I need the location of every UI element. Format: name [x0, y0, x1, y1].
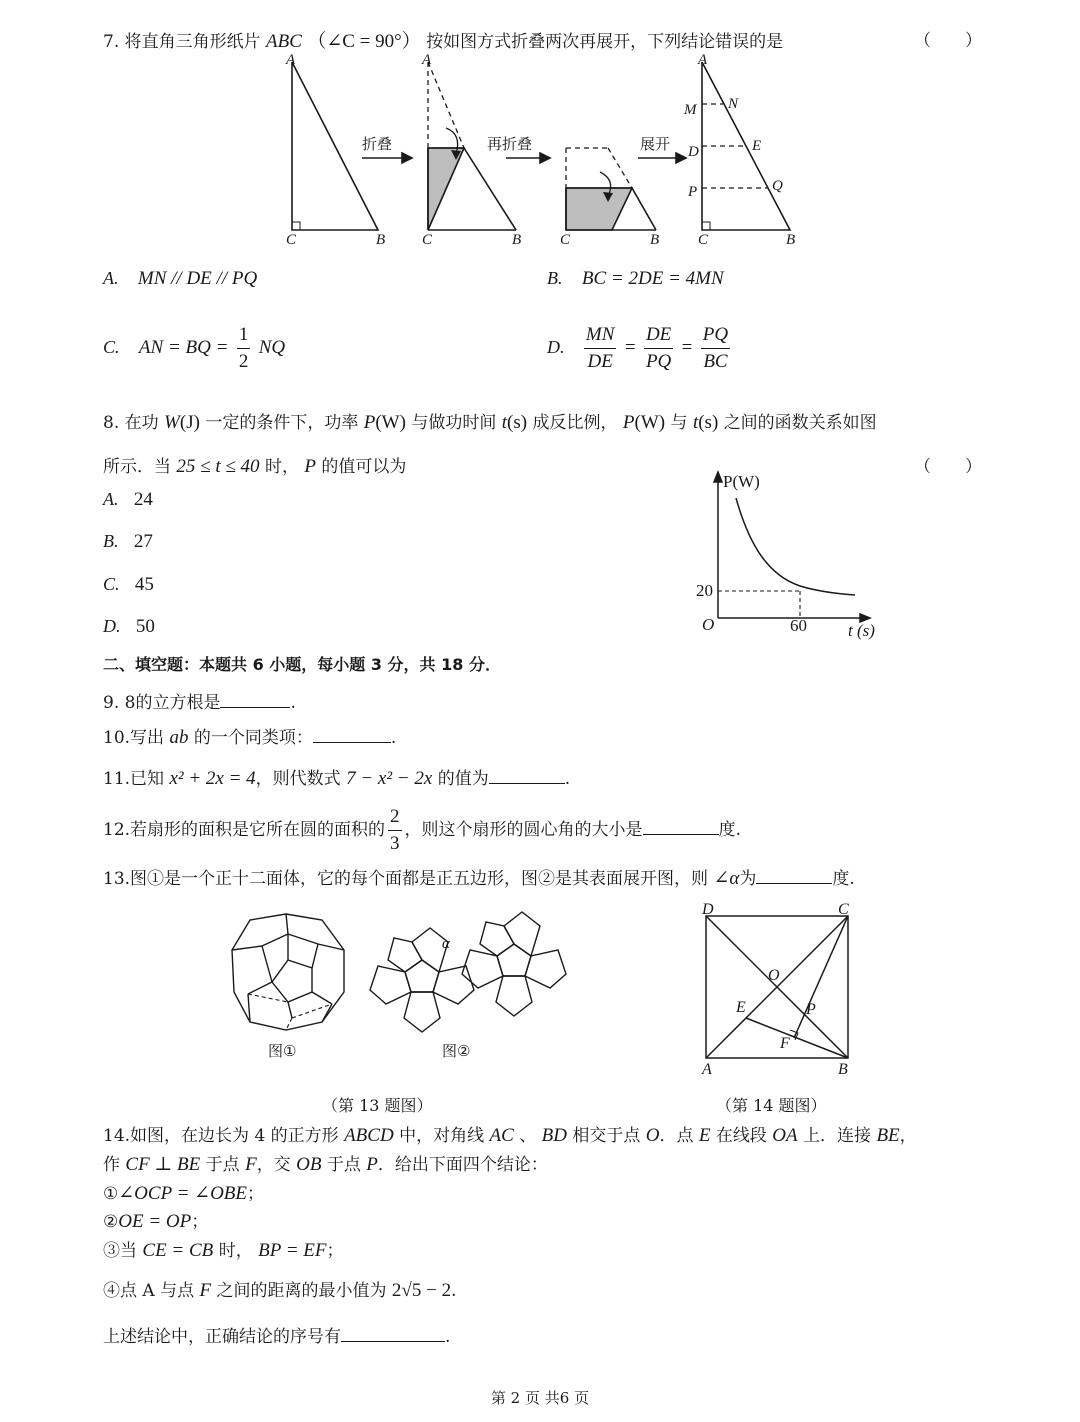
- q12-end: 度.: [718, 820, 741, 840]
- point-o: O: [768, 967, 780, 984]
- svg-text:C: C: [422, 232, 433, 248]
- q13-number: 13.: [103, 869, 131, 889]
- q7-folding-figure: [270, 50, 810, 250]
- q10-text-a: 写出: [130, 728, 165, 748]
- option-letter: D.: [547, 337, 565, 357]
- equals-sign: =: [681, 337, 693, 358]
- q14-oa: OA: [772, 1125, 798, 1146]
- q14-sep: 、: [519, 1126, 537, 1146]
- q14-figure-caption: （第 14 题图）: [716, 1096, 827, 1115]
- q14-c2-num: ②: [103, 1212, 119, 1232]
- q14-c3-a: ③当: [103, 1241, 137, 1261]
- q14-c3-b: 时，: [218, 1241, 253, 1261]
- q14-c2-expr: OE = OP: [118, 1211, 192, 1232]
- q11-number: 11.: [103, 769, 131, 789]
- q7-option-b: [547, 268, 724, 290]
- q7-text-a: 将直角三角形纸片: [124, 32, 261, 52]
- q7-option-a: [103, 268, 257, 290]
- q14-l1c: 相交于点: [572, 1126, 641, 1146]
- q9-answer-blank[interactable]: [220, 691, 290, 708]
- svg-text:A: A: [422, 52, 432, 68]
- q13-angle: ∠α: [713, 868, 740, 889]
- q14-c2-end: ；: [191, 1212, 209, 1232]
- q14-final-end: .: [445, 1327, 451, 1347]
- q14-conclusion-2: [103, 1207, 208, 1233]
- svg-text:A: A: [698, 52, 708, 68]
- q14-final-text: 上述结论中，正确结论的序号有: [103, 1327, 341, 1347]
- option-value: 50: [135, 616, 155, 637]
- option-letter: D.: [103, 616, 121, 636]
- q14-cf: CF ⊥ BE: [125, 1154, 201, 1175]
- option-expr: MN // DE // PQ: [137, 268, 258, 289]
- q7-answer-paren: （ ）: [914, 31, 982, 51]
- option-expr-right: NQ: [258, 337, 286, 358]
- fig2-caption: 图②: [442, 1042, 471, 1060]
- equals-sign: =: [624, 337, 636, 358]
- option-expr-left: AN = BQ =: [138, 337, 229, 358]
- q7-option-c: [103, 322, 285, 375]
- q8-line2c: 的值可以为: [321, 457, 407, 477]
- q10-answer-blank[interactable]: [313, 726, 391, 743]
- option-letter: B.: [547, 268, 563, 288]
- fraction-3: [701, 322, 730, 375]
- q7-stem: [103, 26, 783, 53]
- q11-expression: 7 − x² − 2x: [346, 768, 433, 789]
- q14-conclusion-1: [103, 1179, 264, 1205]
- fraction-1: [584, 322, 617, 375]
- q8-number: 8.: [103, 413, 120, 433]
- option-letter: C.: [103, 574, 120, 594]
- point-c: C: [838, 901, 849, 918]
- q14-l1b: 中，对角线: [399, 1126, 485, 1146]
- q8-option-d: [103, 616, 155, 638]
- q9-end: .: [290, 693, 296, 713]
- q14-l1d: ．点: [659, 1126, 694, 1146]
- q11-answer-blank[interactable]: [489, 767, 565, 784]
- q13-text-b: 为: [739, 869, 757, 889]
- q8-option-c: [103, 574, 154, 596]
- refold-label: 再折叠: [487, 135, 533, 153]
- svg-text:B: B: [512, 232, 522, 248]
- q12-number: 12.: [103, 820, 131, 840]
- q14-e: E: [698, 1125, 711, 1146]
- q8-t6: 之间的函数关系如图: [723, 413, 877, 433]
- page-footer: 第 2 页 共6 页: [490, 1389, 590, 1407]
- svg-text:E: E: [752, 138, 762, 154]
- q8-stem-line1: [103, 408, 877, 434]
- q14-ob: OB: [296, 1154, 322, 1175]
- q14-f: F: [245, 1154, 257, 1175]
- q14-l2e: ．给出下面四个结论：: [377, 1155, 548, 1175]
- q14-c3-cond: CE = CB: [142, 1240, 214, 1261]
- frac-den: PQ: [645, 351, 672, 372]
- graph-x-tick: 60: [790, 616, 807, 635]
- q7-text-b: 按如图方式折叠两次再展开，下列结论错误的是: [426, 32, 784, 52]
- svg-text:D: D: [688, 144, 699, 160]
- q14-l1f: 上．连接: [803, 1126, 872, 1146]
- q14-c4-f: F: [199, 1280, 212, 1301]
- svg-text:N: N: [728, 96, 739, 112]
- q14-answer-blank[interactable]: [341, 1325, 445, 1342]
- option-letter: A.: [103, 489, 119, 509]
- q14-c4-b: 之间的距离的最小值为: [216, 1281, 387, 1301]
- frac-den: 3: [390, 833, 400, 854]
- frac-den: BC: [703, 351, 728, 372]
- q10-ab: ab: [169, 727, 189, 748]
- q14-c1-expr: ∠OCP = ∠OBE: [118, 1183, 248, 1204]
- frac-num: MN: [584, 322, 617, 349]
- q14-l2a: 作: [103, 1155, 120, 1175]
- q12: [103, 804, 741, 857]
- q13-text-a: 图①是一个正十二面体，它的每个面都是正五边形，图②是其表面展开图，则: [130, 869, 709, 889]
- frac-den: 2: [238, 351, 249, 372]
- frac-num: 1: [237, 322, 251, 349]
- q8-s: (s): [698, 412, 719, 433]
- option-letter: C.: [103, 337, 120, 357]
- q14-l2d: 于点: [326, 1155, 361, 1175]
- q10: [103, 723, 396, 749]
- section-2-heading: 二、填空题：本题共 6 小题，每小题 3 分，共 18 分．: [103, 655, 501, 674]
- option-expr: BC = 2DE = 4MN: [581, 268, 724, 289]
- q10-end: .: [390, 728, 397, 748]
- alpha-label: α: [442, 936, 450, 952]
- q7-option-d: [547, 322, 733, 375]
- q8-stem-line2: [103, 452, 406, 478]
- fold-label: 折叠: [362, 135, 393, 153]
- point-a: A: [702, 1061, 712, 1078]
- q14-conclusion-4: [103, 1276, 456, 1302]
- svg-text:B: B: [786, 232, 796, 248]
- q8-t5: 与: [670, 413, 688, 433]
- net-right: [462, 912, 566, 1016]
- svg-text:A: A: [286, 52, 296, 68]
- q8-s: (s): [507, 412, 528, 433]
- option-letter: B.: [103, 531, 119, 551]
- q11-equation: x² + 2x = 4: [169, 768, 256, 789]
- q8-inverse-graph: [690, 468, 890, 646]
- svg-text:C: C: [560, 232, 571, 248]
- q12-text-b: ，则这个扇形的圆心角的大小是: [404, 820, 643, 840]
- q8-line2a: 所示．当: [103, 457, 171, 477]
- q14-p: P: [366, 1154, 378, 1175]
- q9: [103, 688, 296, 713]
- graph-x-label: t (s): [848, 621, 875, 640]
- q14-l2b: 于点: [205, 1155, 240, 1175]
- frac-num: PQ: [701, 322, 730, 349]
- point-e: E: [736, 999, 746, 1016]
- option-value: 45: [134, 574, 154, 595]
- graph-y-tick: 20: [696, 581, 713, 600]
- q14-ac: AC: [489, 1125, 514, 1146]
- q8-line2b: 时，: [264, 457, 299, 477]
- q12-answer-blank[interactable]: [643, 818, 719, 835]
- q14-be: BE: [876, 1125, 900, 1146]
- q14-c1-end: ；: [247, 1184, 265, 1204]
- q10-text-b: 的一个同类项：: [193, 728, 313, 748]
- q7-abc: ABC: [266, 31, 302, 52]
- option-value: 24: [133, 489, 153, 510]
- q13-answer-blank[interactable]: [756, 867, 832, 884]
- q14-bd: BD: [541, 1125, 567, 1146]
- q13: [103, 864, 855, 890]
- q11-text-c: 的值为: [437, 769, 489, 789]
- svg-text:B: B: [376, 232, 386, 248]
- svg-text:C: C: [698, 232, 709, 248]
- q14-c4-a: ④点 A 与点: [103, 1281, 195, 1301]
- graph-origin: O: [702, 615, 715, 634]
- svg-text:M: M: [684, 102, 697, 118]
- option-letter: A.: [103, 268, 119, 288]
- q11-text-a: 已知: [130, 769, 165, 789]
- q8-t: t: [501, 412, 508, 433]
- q11: [103, 764, 570, 790]
- graph-y-label: P(W): [723, 472, 760, 491]
- svg-text:P: P: [688, 184, 698, 200]
- q8-w-unit: (W): [634, 412, 666, 433]
- q14-c4-value: 2√5 − 2: [391, 1280, 452, 1301]
- frac-num: DE: [644, 322, 673, 349]
- q14-abcd: ABCD: [344, 1125, 394, 1146]
- fraction-2: [644, 322, 673, 375]
- q13-end: 度.: [832, 869, 855, 889]
- q14-number: 14.: [103, 1126, 131, 1146]
- svg-text:B: B: [650, 232, 660, 248]
- q8-w-unit: (W): [375, 412, 406, 433]
- q14-conclusion-3: [103, 1236, 344, 1262]
- frac-num: 2: [388, 804, 402, 831]
- q7-number: 7.: [103, 32, 120, 52]
- svg-text:C: C: [286, 232, 297, 248]
- unfold-label: 展开: [640, 135, 671, 153]
- q11-end: .: [564, 769, 571, 789]
- q14-l2c: ，交: [256, 1155, 291, 1175]
- option-value: 27: [133, 531, 153, 552]
- frac-den: DE: [587, 351, 613, 372]
- point-f: F: [780, 1035, 790, 1052]
- q8-t1: 在功: [124, 413, 159, 433]
- q8-t3: 与做功时间: [411, 413, 497, 433]
- q12-text-a: 若扇形的面积是它所在圆的面积的: [130, 820, 386, 840]
- q8-p: P: [304, 456, 316, 477]
- q7-condition: （∠C = 90°）: [307, 31, 421, 52]
- q14-l1e: 在线段: [715, 1126, 767, 1146]
- q14-o: O: [645, 1125, 660, 1146]
- fig1-caption: 图①: [268, 1042, 297, 1060]
- q13-figure-caption: （第 13 题图）: [322, 1096, 433, 1115]
- q14-c1-num: ①: [103, 1184, 119, 1204]
- q14-l1g: ，: [899, 1126, 917, 1146]
- q10-number: 10.: [103, 728, 131, 748]
- q8-option-a: [103, 489, 153, 511]
- q13-figures: [222, 900, 582, 1070]
- q14-square-figure: [690, 896, 860, 1082]
- q8-j: (J): [179, 412, 200, 433]
- q14-final: [103, 1322, 450, 1347]
- q8-w: W: [164, 412, 180, 433]
- point-d: D: [702, 901, 714, 918]
- svg-text:Q: Q: [772, 178, 783, 194]
- q8-option-b: [103, 531, 153, 553]
- point-p: P: [806, 1001, 816, 1018]
- net-left: [370, 928, 474, 1032]
- q14-c3-expr: BP = EF: [258, 1240, 327, 1261]
- q11-text-b: ，则代数式: [255, 769, 341, 789]
- q14-line2: [103, 1150, 548, 1176]
- q14-line1: [103, 1121, 917, 1147]
- q8-p: P: [363, 412, 376, 433]
- q8-p: P: [622, 412, 635, 433]
- q12-fraction: [388, 804, 402, 857]
- q8-t2: 一定的条件下，功率: [205, 413, 359, 433]
- q14-l1a: 如图，在边长为 4 的正方形: [130, 1126, 339, 1146]
- q9-number: 9.: [103, 693, 120, 713]
- q8-answer-paren: （ ）: [914, 457, 982, 477]
- q8-inequality: 25 ≤ t ≤ 40: [176, 456, 260, 477]
- q8-t4: 成反比例，: [532, 413, 618, 433]
- q14-c3-end: ；: [326, 1241, 344, 1261]
- point-b: B: [838, 1061, 848, 1078]
- q14-c4-end: .: [451, 1281, 457, 1301]
- fraction-half: [237, 322, 251, 375]
- q8-t: t: [692, 412, 699, 433]
- q9-text: 8的立方根是: [124, 693, 221, 713]
